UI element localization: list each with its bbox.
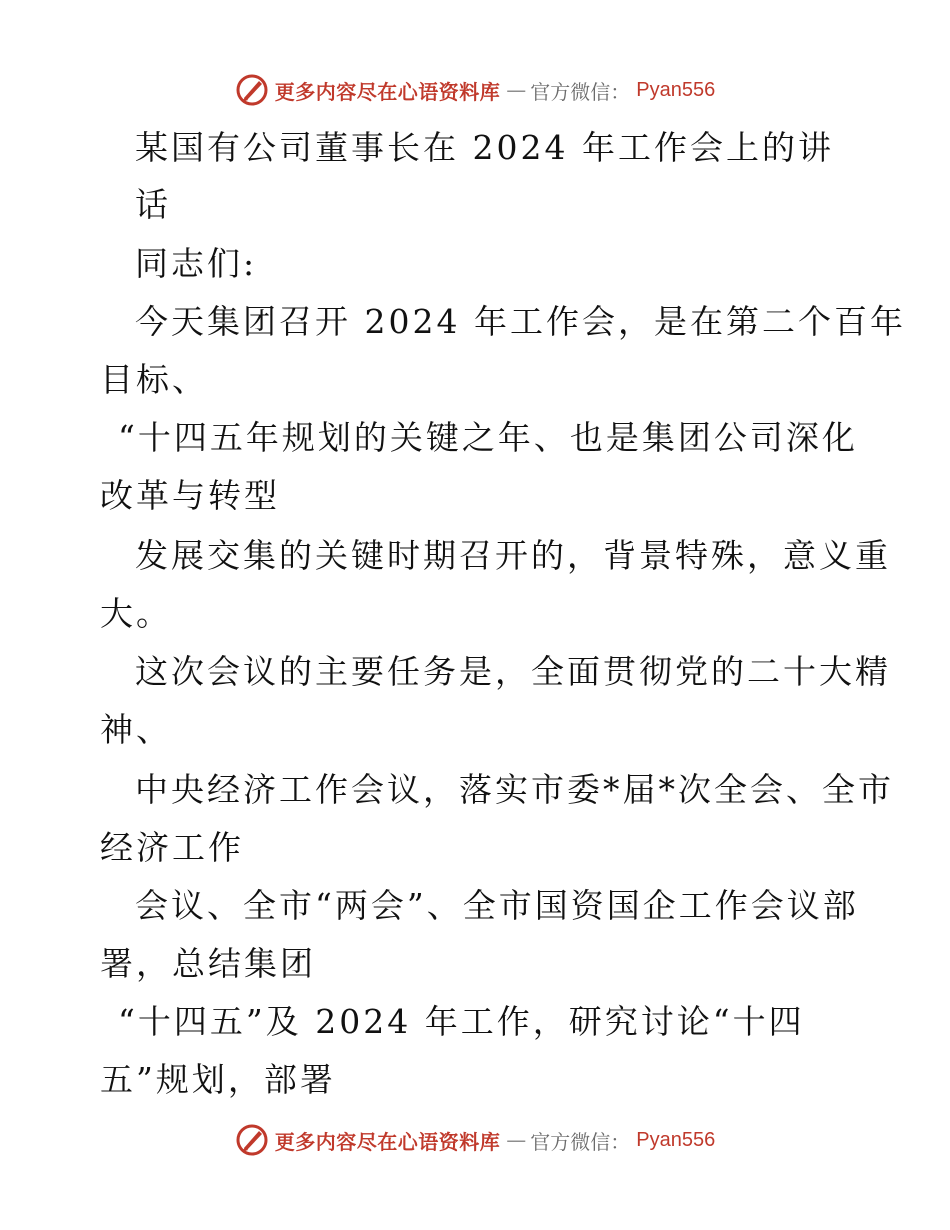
paragraph-line: 神、: [100, 710, 172, 749]
paragraph-line: 大。: [100, 594, 172, 633]
banner-lead-text: 更多内容尽在心语资料库: [274, 79, 501, 104]
paragraph-line: 会议、全市“两会”、全市国资国企工作会议部: [135, 886, 859, 925]
paragraph-line: 今天集团召开 2024 年工作会，是在第二个百年: [135, 302, 906, 341]
paragraph-line: 中央经济工作会议，落实市委*届*次全会、全市: [135, 770, 894, 809]
banner-wechat-handle: Pyan556: [636, 78, 716, 101]
paragraph-line: 目标、: [100, 360, 208, 399]
paragraph-line: 署，总结集团: [100, 944, 316, 983]
banner-separator: —: [506, 78, 525, 102]
document-title-line-2: 话: [135, 185, 171, 224]
footer-banner: [0, 1120, 950, 1160]
quill-logo-icon: [235, 73, 269, 107]
banner-lead-text: 更多内容尽在心语资料库: [274, 1129, 501, 1154]
banner-wechat-handle: Pyan556: [636, 1128, 716, 1151]
header-banner: [0, 70, 950, 110]
paragraph-line: 这次会议的主要任务是，全面贯彻党的二十大精: [135, 652, 891, 691]
paragraph-line: 经济工作: [100, 828, 244, 867]
banner-separator: —: [506, 1128, 525, 1152]
banner-wechat-label: 官方微信：: [530, 1129, 631, 1154]
paragraph-line: 同志们:: [135, 244, 258, 283]
paragraph-line: 改革与转型: [100, 476, 280, 515]
banner-wechat-label: 官方微信：: [530, 79, 631, 104]
document-title-line-1: 某国有公司董事长在 2024 年工作会上的讲: [135, 128, 834, 167]
paragraph-line: 发展交集的关键时期召开的，背景特殊，意义重: [135, 536, 891, 575]
paragraph-line: 五”规划，部署: [100, 1060, 336, 1099]
quill-logo-icon: [235, 1123, 269, 1157]
paragraph-line: “十四五”及 2024 年工作，研究讨论“十四: [118, 1002, 805, 1041]
paragraph-line: “十四五年规划的关键之年、也是集团公司深化: [118, 418, 858, 457]
